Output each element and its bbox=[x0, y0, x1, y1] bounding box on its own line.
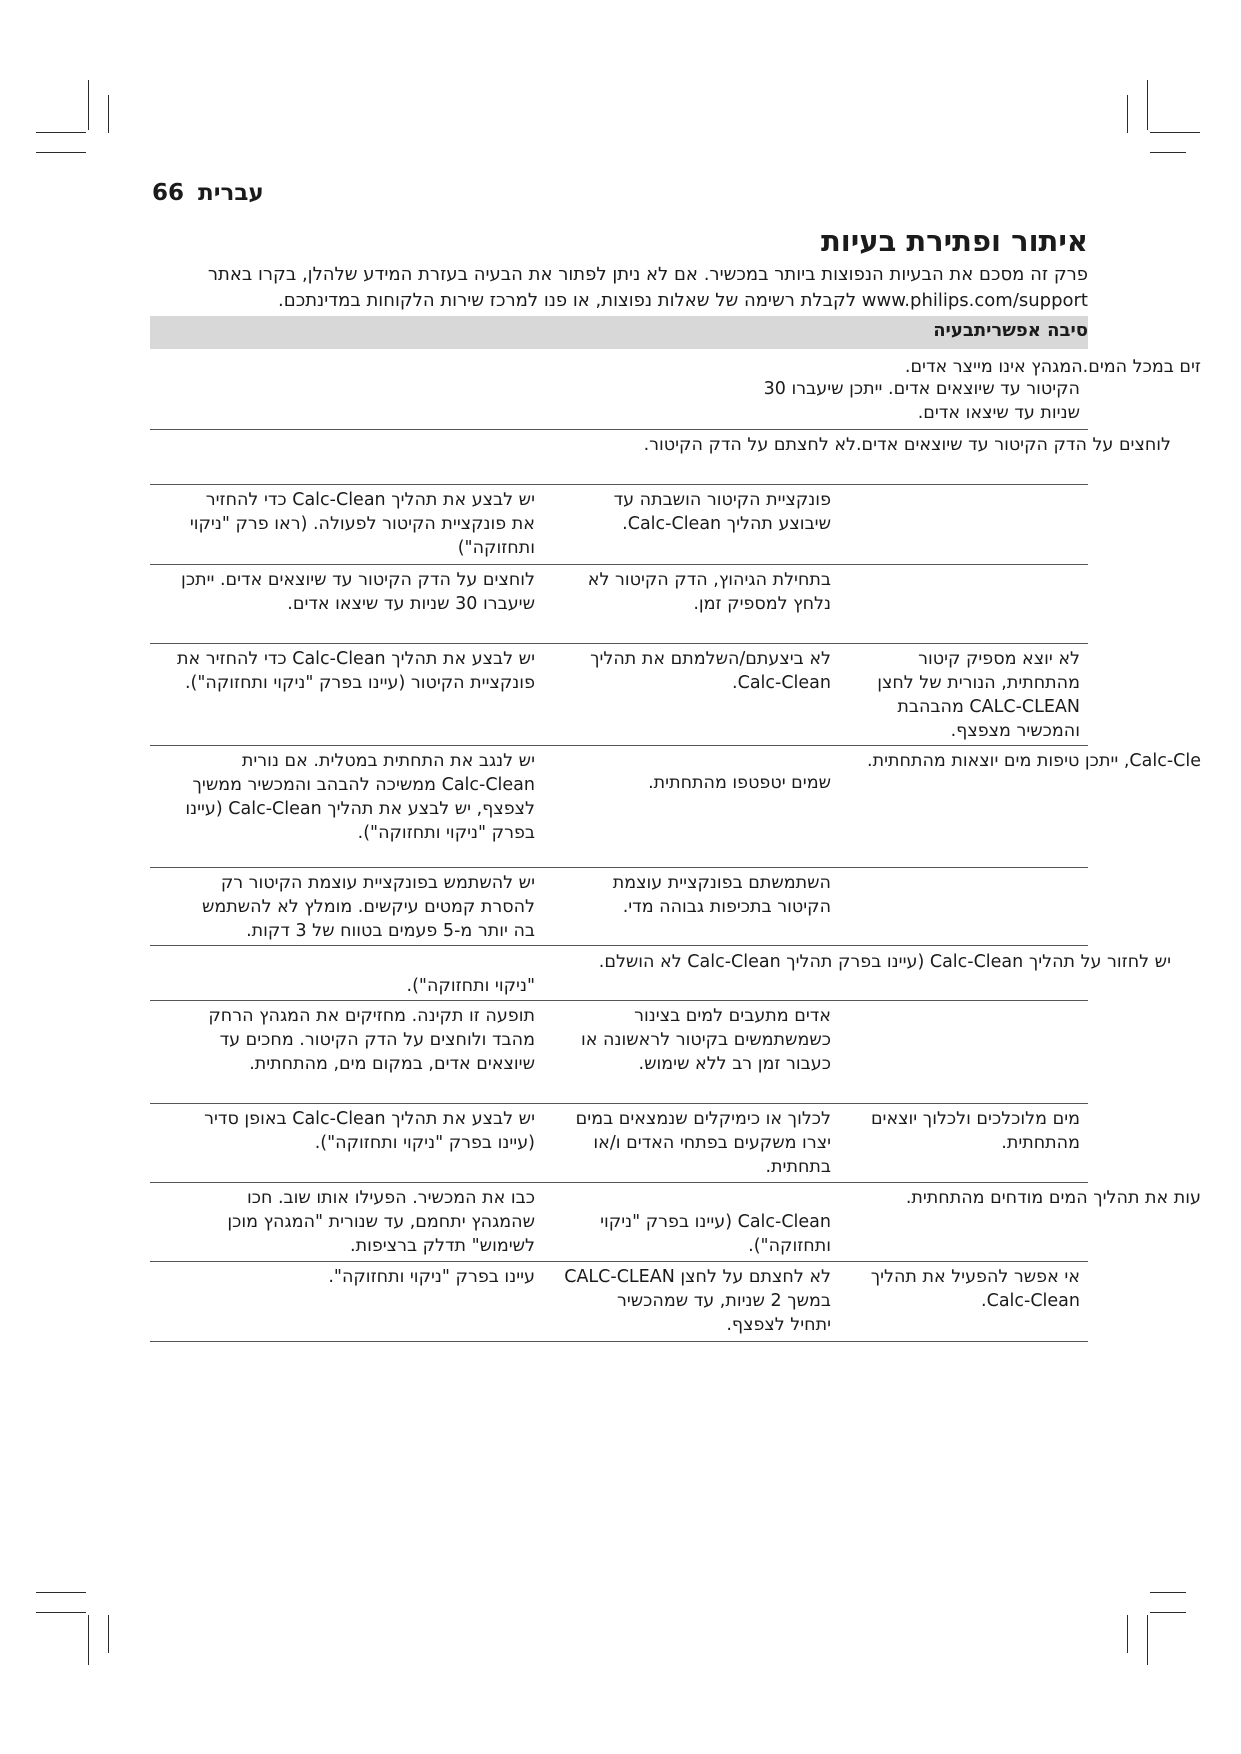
crop-mark bbox=[36, 152, 86, 153]
cell-line: נלחץ למספיק זמן. bbox=[693, 594, 831, 614]
problem-cell bbox=[850, 1107, 1080, 1155]
cell-line: שמים יטפטפו מהתחתית. bbox=[648, 773, 831, 793]
solution-cell bbox=[155, 488, 535, 560]
cell-line: שיבוצע תהליך Calc-Clean. bbox=[622, 514, 831, 534]
row-divider bbox=[150, 643, 1088, 644]
row-spanning-text: לוחצים על הדק הקיטור עד שיוצאים אדים.לא לחצתם על הדק הקיטור. bbox=[643, 435, 1171, 455]
cell-line: אי אפשר להפעיל את תהליך bbox=[870, 1267, 1080, 1287]
cause-cell bbox=[541, 1004, 831, 1076]
row-divider bbox=[150, 564, 1088, 565]
row-spanning-text: Calc-Cle, ייתכן טיפות מים יוצאות מהתחתית. bbox=[867, 751, 1201, 771]
crop-mark bbox=[1150, 152, 1186, 153]
cell-line: והמכשיר מצפצף. bbox=[950, 721, 1080, 741]
cause-cell bbox=[541, 568, 831, 616]
cell-line: Calc-Clean. bbox=[981, 1291, 1080, 1311]
cause-cell bbox=[541, 1107, 831, 1179]
cell-line: שהמגהץ יתחמם, עד שנורית "המגהץ מוכן bbox=[227, 1212, 535, 1232]
cell-line: יש לנגב את התחתית במטלית. אם נורית bbox=[241, 751, 535, 771]
page-number: 66 bbox=[152, 180, 185, 206]
solution-cell bbox=[155, 1265, 535, 1289]
crop-mark bbox=[36, 132, 86, 133]
cell-line: יש לבצע את תהליך Calc-Clean כדי להחזיר את bbox=[176, 649, 535, 669]
crop-mark bbox=[1147, 1615, 1148, 1665]
solution-cell bbox=[155, 568, 535, 616]
problem-cell bbox=[850, 647, 1080, 743]
cell-line: בתחתית. bbox=[765, 1157, 831, 1177]
cell-line: מים מלוכלכים ולכלוך יוצאים bbox=[870, 1109, 1080, 1129]
cause-cell bbox=[541, 871, 831, 919]
cell-line: לכלוך או כימיקלים שנמצאים במים bbox=[575, 1109, 831, 1129]
row-spanning-text: עות את תהליך המים מודחים מהתחתית. bbox=[905, 1188, 1201, 1208]
cell-line: להסרת קמטים עיקשים. מומלץ לא להשתמש bbox=[201, 897, 535, 917]
crop-mark bbox=[1127, 1615, 1128, 1653]
intro-line: פרק זה מסכם את הבעיות הנפוצות ביותר במכשיר. אם לא ניתן לפתור את הבעיה בעזרת המידע שלהלן, בקרו באתר bbox=[207, 264, 1088, 285]
cell-line: הקיטור עד שיוצאים אדים. ייתכן שיעברו 30 bbox=[763, 379, 1080, 399]
cell-line: לא יוצא מספיק קיטור bbox=[918, 649, 1080, 669]
table-header-text: סיבה אפשריתבעיה bbox=[933, 320, 1088, 341]
crop-mark bbox=[108, 1615, 109, 1653]
crop-mark bbox=[1150, 1592, 1186, 1593]
cell-line: שיוצאים אדים, במקום מים, מהתחתית. bbox=[249, 1054, 535, 1074]
cell-line: הקיטור בתכיפות גבוהה מדי. bbox=[622, 897, 831, 917]
cell-line: לא לחצתם על לחצן CALC-CLEAN bbox=[564, 1267, 831, 1287]
cell-line: מהבד ולוחצים על הדק הקיטור. מחכים עד bbox=[219, 1030, 535, 1050]
crop-mark bbox=[36, 1612, 86, 1613]
crop-mark bbox=[1147, 80, 1148, 130]
cell-line: (עיינו בפרק "ניקוי ותחזוקה"). bbox=[314, 1133, 535, 1153]
crop-mark bbox=[88, 1615, 89, 1665]
cell-line: יצרו משקעים בפתחי האדים ו/או bbox=[593, 1133, 831, 1153]
row-divider bbox=[150, 1182, 1088, 1183]
page-header bbox=[152, 180, 264, 206]
cell-line: עיינו בפרק "ניקוי ותחזוקה". bbox=[328, 1267, 535, 1287]
intro-paragraph bbox=[158, 262, 1088, 314]
cell-line: מהתחתית, הנורית של לחצן bbox=[877, 673, 1080, 693]
cell-line: בה יותר מ-5 פעמים בטווח של 3 דקות. bbox=[246, 921, 535, 941]
solution-cell bbox=[155, 647, 535, 695]
cell-line: CALC-CLEAN מהבהבת bbox=[897, 697, 1080, 717]
page-language: עברית bbox=[198, 180, 264, 206]
solution-cell bbox=[155, 1107, 535, 1155]
row-divider bbox=[150, 745, 1088, 746]
cause-cell bbox=[541, 771, 831, 795]
cell-line: במשך 2 שניות, עד שמהכשיר bbox=[616, 1291, 831, 1311]
cause-cell bbox=[541, 488, 831, 536]
row-spanning-text: זים במכל המים.המגהץ אינו מייצר אדים. bbox=[904, 357, 1201, 377]
cell-line: בפרק "ניקוי ותחזוקה"). bbox=[357, 823, 535, 843]
row-spanning-text: יש לחזור על תהליך Calc-Clean (עיינו בפרק תהליך Calc-Clean לא הושלם. bbox=[598, 952, 1171, 972]
cell-line: לשימוש" תדלק ברציפות. bbox=[350, 1236, 535, 1256]
row-divider bbox=[150, 867, 1088, 868]
cell-line: לא ביצעתם/השלמתם את תהליך bbox=[590, 649, 831, 669]
cell-line: יש לבצע את תהליך Calc-Clean באופן סדיר bbox=[204, 1109, 535, 1129]
section-title: איתור ופתירת בעיות bbox=[820, 224, 1088, 258]
problem-cell bbox=[850, 1265, 1080, 1313]
cell-line: יתחיל לצפצף. bbox=[726, 1315, 831, 1335]
row-divider bbox=[150, 1103, 1088, 1104]
crop-mark bbox=[36, 1592, 86, 1593]
solution-cell bbox=[155, 1186, 535, 1258]
crop-mark bbox=[1150, 132, 1200, 133]
cell-line: בתחילת הגיהוץ, הדק הקיטור לא bbox=[587, 570, 831, 590]
row-divider bbox=[150, 1261, 1088, 1262]
cell-line: כבו את המכשיר. הפעילו אותו שוב. חכו bbox=[246, 1188, 535, 1208]
cell-line: אדים מתעבים למים בצינור bbox=[634, 1006, 831, 1026]
cell-line: ותחזוקה"). bbox=[748, 1236, 831, 1256]
cell-line: יש לבצע את תהליך Calc-Clean כדי להחזיר bbox=[205, 490, 535, 510]
solution-cell bbox=[155, 749, 535, 845]
cause-cell bbox=[541, 1265, 831, 1337]
crop-mark bbox=[88, 80, 89, 130]
solution-cell bbox=[763, 377, 1080, 425]
cell-line: Calc-Clean ממשיכה להבהב והמכשיר ממשיך bbox=[192, 775, 535, 795]
cell-line: "ניקוי ותחזוקה"). bbox=[406, 976, 535, 996]
solution-cell bbox=[155, 1004, 535, 1076]
cell-line: לצפצף, יש לבצע את תהליך Calc-Clean (עיינו bbox=[185, 799, 535, 819]
cell-line: כעבור זמן רב ללא שימוש. bbox=[638, 1054, 831, 1074]
cause-cell bbox=[541, 1210, 831, 1258]
cell-line: שיעברו 30 שניות עד שיצאו אדים. bbox=[287, 594, 535, 614]
cause-cell bbox=[541, 647, 831, 695]
cell-line: כשמשתמשים בקיטור לראשונה או bbox=[581, 1030, 831, 1050]
cell-line: שניות עד שיצאו אדים. bbox=[917, 403, 1080, 423]
crop-mark bbox=[1127, 95, 1128, 133]
cell-line: Calc-Clean (עיינו בפרק "ניקוי bbox=[600, 1212, 831, 1232]
cell-line: מהתחתית. bbox=[1001, 1133, 1080, 1153]
cell-line: לוחצים על הדק הקיטור עד שיוצאים אדים. ייתכן bbox=[181, 570, 535, 590]
cell-line: את פונקציית הקיטור לפעולה. (ראו פרק "ניקוי bbox=[189, 514, 535, 534]
cell-line: פונקציית הקיטור (עיינו בפרק "ניקוי ותחזוקה"). bbox=[184, 673, 535, 693]
row-divider bbox=[150, 1000, 1088, 1001]
intro-line: www.philips.com/support לקבלת רשימה של שאלות נפוצות, או פנו למרכז שירות הלקוחות במדינתכם. bbox=[278, 290, 1088, 311]
row-divider bbox=[150, 484, 1088, 485]
cell-line: יש להשתמש בפונקציית עוצמת הקיטור רק bbox=[220, 873, 535, 893]
cell-line: ותחזוקה") bbox=[457, 538, 535, 558]
cell-line: תופעה זו תקינה. מחזיקים את המגהץ הרחק bbox=[208, 1006, 535, 1026]
cell-line: פונקציית הקיטור הושבתה עד bbox=[613, 490, 831, 510]
solution-cell bbox=[155, 871, 535, 943]
cell-line: Calc-Clean. bbox=[732, 673, 831, 693]
crop-mark bbox=[1150, 1612, 1186, 1613]
row-divider bbox=[150, 429, 1088, 430]
crop-mark bbox=[108, 95, 109, 133]
row-divider bbox=[150, 1341, 1088, 1342]
row-divider bbox=[150, 945, 1088, 946]
cell-line: השתמשתם בפונקציית עוצמת bbox=[612, 873, 831, 893]
solution-cell bbox=[155, 974, 535, 998]
